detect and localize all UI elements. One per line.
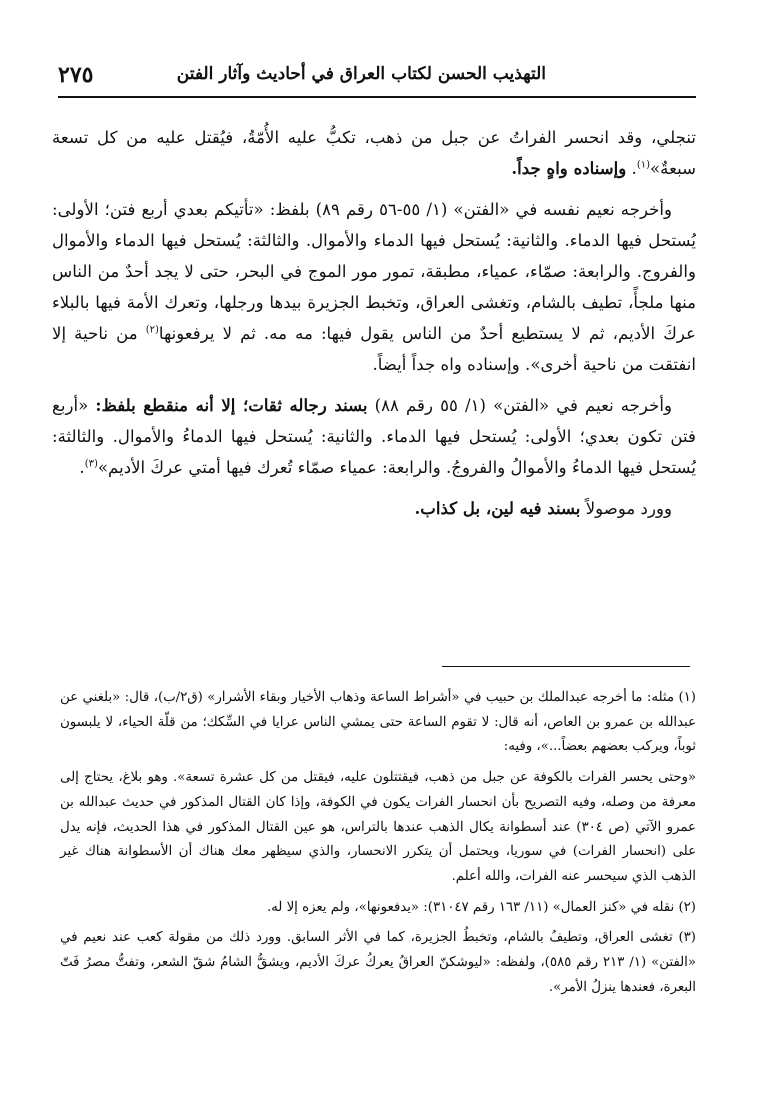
isnad-grading: وإسناده واهٍ جداً. [511, 158, 627, 178]
running-title: التهذيب الحسن لكتاب العراق في أحاديث وآثار الفتن [176, 64, 546, 84]
footnote-ref-1: (١) [636, 159, 651, 171]
footnotes [60, 686, 696, 1006]
footnote-ref-3: (٣) [84, 458, 98, 470]
paragraph-text: تنجلي، وقد انحسر الفراتُ عن جبل من ذهب، تكبُّ عليه الأُمّةُ، فيُقتل عليه من كل تسعة سبعةٌ» [52, 128, 696, 178]
paragraph-4 [52, 493, 696, 524]
punctuation: . [79, 458, 85, 477]
footnote-ref-2: (٢) [145, 324, 159, 336]
footnote-3: (٣) تغشى العراق، وتطيفُ بالشام، وتخبطُ الجزيرة، كما في الأثر السابق. وورد ذلك من مقولة كعب عند نعيم في «الفتن» (١/ ٢١٣ رقم ٥٨٥)، ولفظه: «ليوشكنّ العراقُ يعركُ عركَ الأديم، ويشقُّ الشامُ شقّ الشعر، وتفتُّ مصرُ فَتّ البعرة، فعندها ينزلُ الأمر». [60, 930, 696, 995]
footnote-separator [442, 666, 690, 667]
isnad-grading: بسند فيه لين، بل كذاب. [414, 498, 581, 518]
isnad-grading: بسند رجاله ثقات؛ إلا أنه منقطع بلفظ: [95, 395, 368, 415]
paragraph-text: وأخرجه نعيم في «الفتن» (١/ ٥٥ رقم ٨٨) [367, 396, 672, 415]
footnote-2: (٢) نقله في «كنز العمال» (١١/ ١٦٣ رقم ٣١٠٤٧): «يدفعونها»، ولم يعزه إلا له. [266, 899, 696, 915]
paragraph-text: من ناحية إلا انفتقت من ناحية أخرى». وإسناده واه جداً أيضاً. [52, 324, 696, 374]
paragraph-1 [52, 122, 696, 184]
paragraph-text: «أربع فتن تكون بعدي؛ الأولى: يُستحل فيها الدماء. والثانية: يُستحل فيها الدماءُ والأموال. والثالثة: يُستحل فيها الدماءُ والأموالُ والفروجُ. والرابعة: عمياء صمّاء تُعرك فيها أمتي عركَ الأديم» [52, 396, 696, 477]
paragraph-2 [52, 194, 696, 380]
footnote-1: (١) مثله: ما أخرجه عبدالملك بن حبيب في «أشراط الساعة وذهاب الأخيار وبقاء الأشرار» (ق٢/ب)، قال: «بلغني عن عبدالله بن عمرو بن العاص، أنه قال: لا تقوم الساعة حتى يمشي الناس عرايا في السِّكك؛ من قلّة الحياء، لا يلبسون ثوباً، ويركب بعضهم بعضاً...»، وفيه: [60, 690, 696, 755]
punctuation: . [626, 159, 637, 178]
page-number: ٢٧٥ [58, 62, 94, 88]
footnote-1-continued: «وحتى يحسر الفرات بالكوفة عن جبل من ذهب، فيقتتلون عليه، فيقتل من كل عشرة تسعة». وهو بلاغ، يحتاج إلى معرفة من وصله، وفيه التصريح بأن انحسار الفرات يكون في الكوفة، وإذا كان القتال المذكور في حديث عبدالله بن عمرو الآتي (ص ٣٠٤) عند أسطوانة يكال الذهب عندها بالتراس، هو عين القتال المذكور في هذا الحديث، فإنه يدل على (انحسار الفرات) في سوريا، ويحتمل أن يتكرر الانحسار، والذي سيظهر معك هناك أن الأسطوانة هناك غير الذهب الذي سيحسر عنه الفرات، والله أعلم. [60, 770, 696, 884]
paragraph-text: وأخرجه نعيم نفسه في «الفتن» (١/ ٥٥-٥٦ رقم ٨٩) بلفظ: «تأتيكم بعدي أربع فتن؛ الأولى: يُستحل فيها الدماء. والثانية: يُستحل فيها الدماء والأموال. والثالثة: يُستحل فيها الدماء والأموال والفروج. والرابعة: صمّاء، عمياء، مطبقة، تمور مور الموج في البحر، حتى لا يجد أحدٌ من الناس منها ملجأً، تطيف بالشام، وتغشى العراق، وتخبط الجزيرة بيدها ورجلها، وتعرك الأمة فيها بالبلاء عركَ الأديم، ثم لا يستطيع أحدٌ من الناس يقول فيها: مه مه. ثم لا يرفعونها [52, 200, 696, 343]
paragraph-3 [52, 390, 696, 483]
page-header [58, 58, 696, 98]
main-text [52, 122, 696, 534]
paragraph-text: وورد موصولاً [580, 499, 672, 518]
